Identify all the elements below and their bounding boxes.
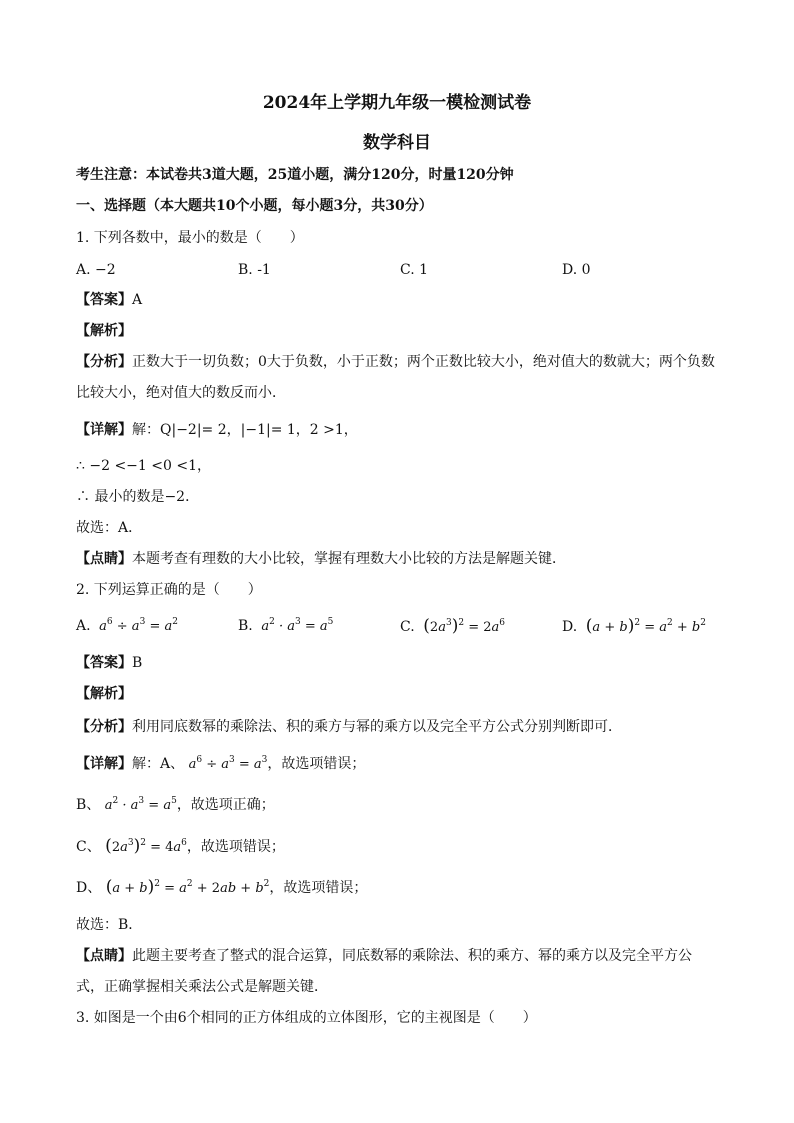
answer-value: A xyxy=(132,292,143,308)
q2-option-b xyxy=(238,616,333,638)
answer-label: 【答案】 xyxy=(76,655,132,671)
formula: $a^6 \div a^3 = a^3$ xyxy=(188,755,268,772)
section-heading: 一、选择题（本大题共10个小题，每小题3分，共30分） xyxy=(76,198,433,214)
detail-label: 【详解】 xyxy=(76,756,132,772)
q1-option-c: C. 1 xyxy=(400,262,429,278)
q2-detail-b xyxy=(76,795,275,817)
q2-comment-cont: 式，正确掌握相关乘法公式是解题关键． xyxy=(76,979,328,995)
detail-suffix: ，故选项错误； xyxy=(186,839,285,855)
q1-analysis-label: 【解析】 xyxy=(76,323,132,339)
option-letter: B. xyxy=(238,618,253,634)
formula: $(2a^3)^2 = 4a^6$ xyxy=(105,836,187,856)
q2-comment xyxy=(76,946,692,966)
fenxi-text: 正数大于一切负数；0大于负数，小于正数；两个正数比较大小，绝对值大的数就大；两个负数 xyxy=(132,354,715,370)
q3-stem: 3. 如图是一个由6个相同的正方体组成的立体图形，它的主视图是（ ） xyxy=(76,1010,537,1026)
q1-detail xyxy=(76,420,358,440)
exam-title: 2024年上学期九年级一模检测试卷 xyxy=(262,93,532,113)
q1-fenxi xyxy=(76,352,715,372)
formula: $a^2 \cdot a^3 = a^5$ xyxy=(104,796,177,813)
formula: $(a + b)^2 = a^2 + b^2$ xyxy=(585,616,706,636)
q2-answer xyxy=(76,653,142,673)
q2-choose: 故选：B． xyxy=(76,917,143,933)
q1-option-b: B. -1 xyxy=(238,262,271,278)
q1-fenxi-cont: 比较大小，绝对值大的数反而小． xyxy=(76,385,286,401)
q2-detail-a xyxy=(76,754,365,776)
detail-text: 解：Q|−2|= 2，|−1|= 1，2 >1， xyxy=(132,422,358,438)
detail-prefix: B、 xyxy=(76,797,101,813)
answer-label: 【答案】 xyxy=(76,292,132,308)
q1-answer xyxy=(76,290,142,310)
fenxi-text: 利用同底数幂的乘除法、积的乘方与幂的乘方以及完全平方公式分别判断即可． xyxy=(132,719,622,735)
q1-comment xyxy=(76,549,566,569)
q2-detail-c xyxy=(76,836,285,859)
answer-value: B xyxy=(132,655,143,671)
comment-label: 【点睛】 xyxy=(76,948,132,964)
detail-label: 【详解】 xyxy=(76,422,132,438)
q1-stem: 1. 下列各数中，最小的数是（ ） xyxy=(76,230,304,246)
comment-label: 【点睛】 xyxy=(76,551,132,567)
option-letter: A. xyxy=(76,618,91,634)
fenxi-label: 【分析】 xyxy=(76,719,132,735)
detail-suffix: ，故选项错误； xyxy=(267,756,366,772)
q2-stem: 2. 下列运算正确的是（ ） xyxy=(76,582,262,598)
detail-prefix: D、 xyxy=(76,880,102,896)
exam-notice: 考生注意：本试卷共3道大题，25道小题，满分120分，时量120分钟 xyxy=(76,167,514,183)
detail-prefix: C、 xyxy=(76,839,101,855)
detail-suffix: ，故选项正确； xyxy=(176,797,275,813)
detail-suffix: ，故选项错误； xyxy=(269,880,368,896)
q1-option-d: D. 0 xyxy=(562,262,591,278)
option-letter: D. xyxy=(562,619,578,635)
fenxi-label: 【分析】 xyxy=(76,354,132,370)
detail-prefix: 解：A、 xyxy=(132,756,185,772)
option-letter: C. xyxy=(400,619,415,635)
comment-text: 本题考查有理数的大小比较，掌握有理数大小比较的方法是解题关键． xyxy=(132,551,566,567)
formula: $(a + b)^2 = a^2 + 2ab + b^2$ xyxy=(105,877,270,897)
formula: $a^2 \cdot a^3 = a^5$ xyxy=(257,617,334,634)
formula: $a^6 \div a^3 = a^2$ xyxy=(95,617,178,634)
q2-option-d xyxy=(562,616,706,639)
q2-fenxi xyxy=(76,717,622,737)
q2-option-c xyxy=(400,616,505,639)
q2-detail-d xyxy=(76,877,367,900)
q2-option-a xyxy=(76,616,178,638)
formula: $(2a^3)^2 = 2a^6$ xyxy=(423,616,506,636)
q1-option-a: A. −2 xyxy=(76,262,116,278)
comment-text: 此题主要考查了整式的混合运算，同底数幂的乘除法、积的乘方、幂的乘方以及完全平方公 xyxy=(132,948,692,964)
q1-choose: 故选：A． xyxy=(76,520,143,536)
q2-analysis-label: 【解析】 xyxy=(76,686,132,702)
q1-detail-3: ∴ 最小的数是−2． xyxy=(76,489,200,505)
q1-detail-2: ∴ −2 <−1 <0 <1， xyxy=(76,458,211,474)
subject-title: 数学科目 xyxy=(363,133,431,153)
